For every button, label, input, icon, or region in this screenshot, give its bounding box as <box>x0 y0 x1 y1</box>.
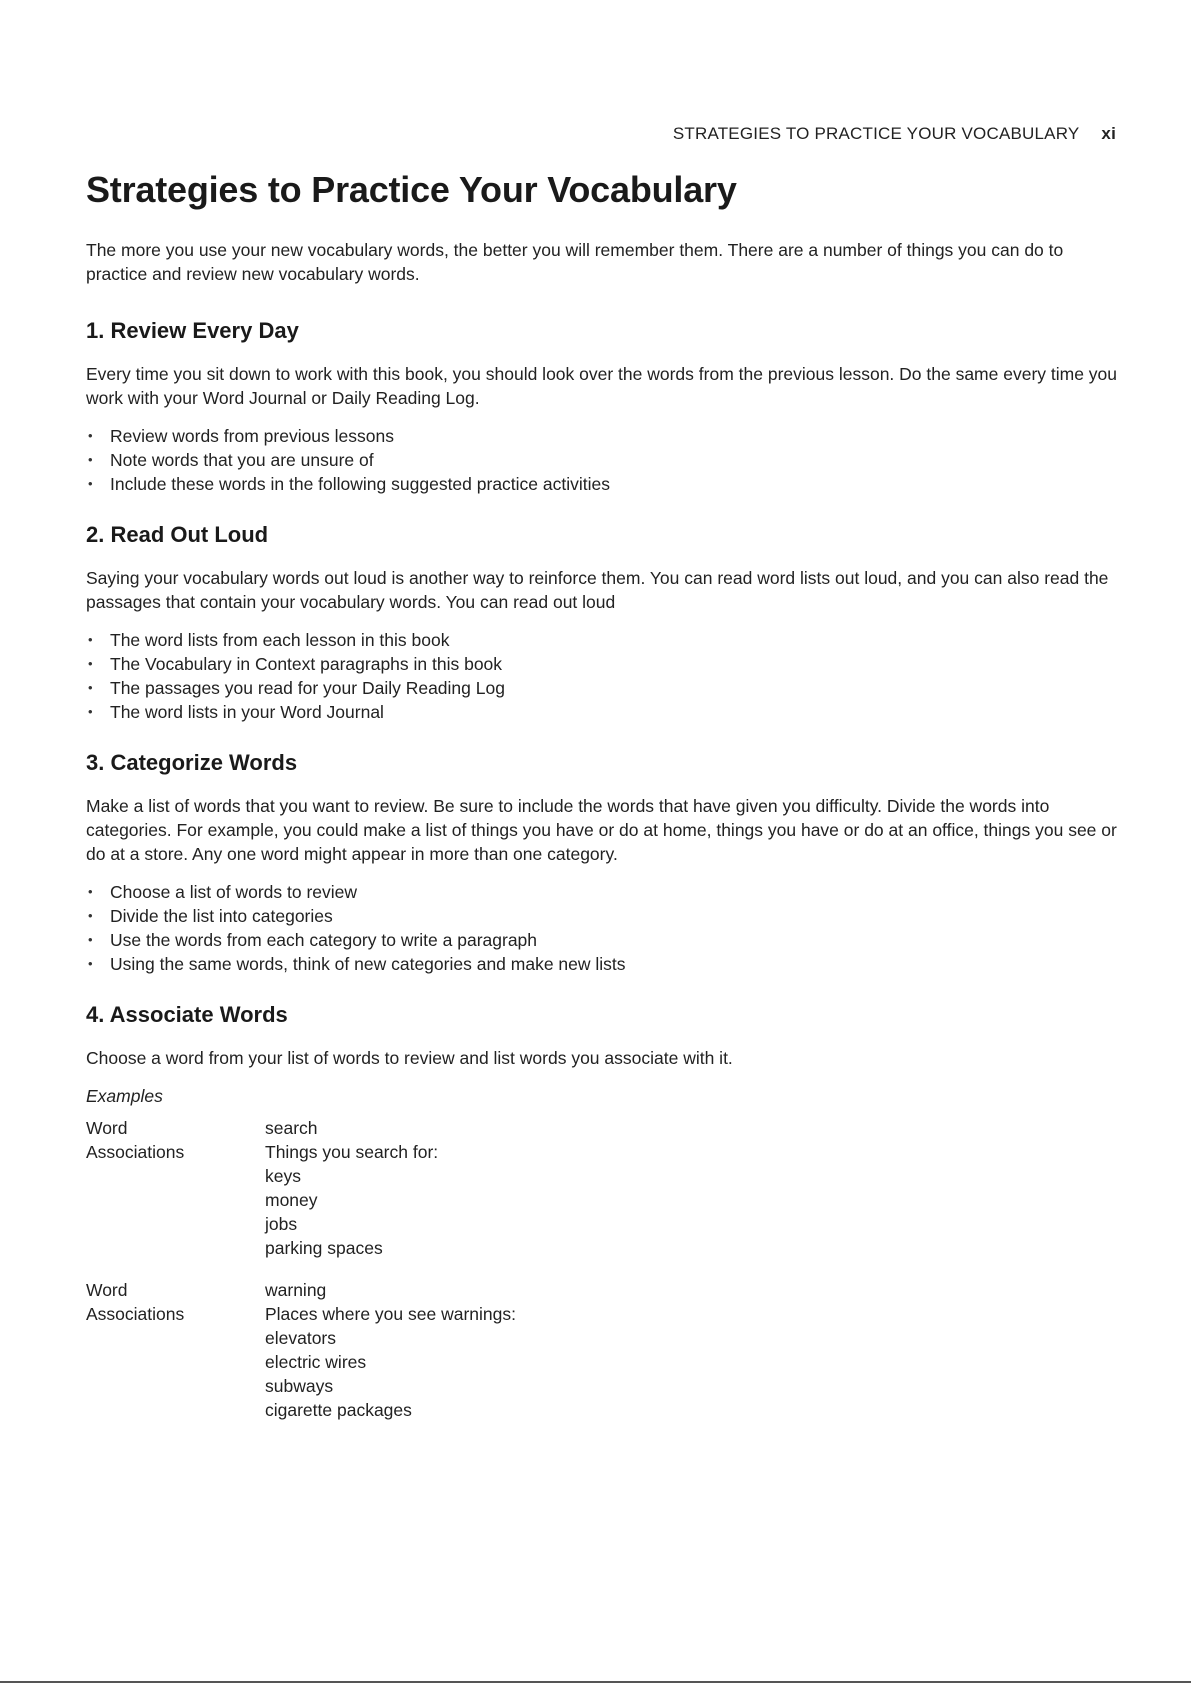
associations-intro: Places where you see warnings: <box>265 1304 516 1324</box>
association-item: subways <box>265 1376 334 1396</box>
association-item: cigarette packages <box>265 1400 412 1420</box>
word-label: Word <box>86 1280 128 1300</box>
examples-label: Examples <box>86 1086 163 1106</box>
association-item: money <box>265 1190 318 1210</box>
bullet-list <box>86 880 1118 976</box>
bullet-list <box>86 424 1118 496</box>
section-paragraph: Every time you sit down to work with this book, you should look over the words from the previous lesson. Do the same every time you work with your Word Journal or Daily Reading Log. <box>86 364 1118 408</box>
list-item: • Use the words from each category to write a paragraph <box>86 928 1118 952</box>
intro-paragraph: The more you use your new vocabulary words, the better you will remember them. There are a number of things you can do to practice and review new vocabulary words. <box>86 240 1064 284</box>
association-item: parking spaces <box>265 1238 383 1258</box>
section-paragraph: Make a list of words that you want to review. Be sure to include the words that have given you difficulty. Divide the words into categories. For example, you could make a list of things you have or do at home, things you have or do at an office, things you see or do at a store. Any one word might appear in more than one category. <box>86 796 1117 864</box>
page-title: Strategies to Practice Your Vocabulary <box>86 169 737 210</box>
section-heading: 2. Read Out Loud <box>86 522 269 547</box>
section-heading: 4. Associate Words <box>86 1002 288 1027</box>
association-item: jobs <box>265 1214 298 1234</box>
section-heading: 3. Categorize Words <box>86 750 298 775</box>
section-heading: 1. Review Every Day <box>86 318 299 343</box>
section-associate-words <box>86 1000 1118 1422</box>
association-item: electric wires <box>265 1352 367 1372</box>
section-read-out-loud <box>86 520 1118 724</box>
section-paragraph: Saying your vocabulary words out loud is another way to reinforce them. You can read word lists out loud, and you can also read the passages that contain your vocabulary words. You can read out loud <box>86 568 1109 612</box>
example-word: warning <box>265 1280 327 1300</box>
list-item: • The word lists from each lesson in this book <box>86 628 1118 652</box>
section-categorize-words <box>86 748 1118 976</box>
section-paragraph: Choose a word from your list of words to review and list words you associate with it. <box>86 1048 733 1068</box>
page-content <box>86 168 1118 1440</box>
associations-intro: Things you search for: <box>265 1142 439 1162</box>
list-item: • Include these words in the following suggested practice activities <box>86 472 1118 496</box>
list-item: • Choose a list of words to review <box>86 880 1118 904</box>
example-block <box>86 1116 1118 1260</box>
running-head <box>673 124 1116 144</box>
association-item: keys <box>265 1166 301 1186</box>
word-label: Word <box>86 1118 128 1138</box>
list-item: • Note words that you are unsure of <box>86 448 1118 472</box>
example-block <box>86 1278 1118 1422</box>
list-item: • Review words from previous lessons <box>86 424 1118 448</box>
list-item: • The Vocabulary in Context paragraphs in this book <box>86 652 1118 676</box>
section-review-every-day <box>86 316 1118 496</box>
list-item: • Using the same words, think of new categories and make new lists <box>86 952 1118 976</box>
bullet-list <box>86 628 1118 724</box>
list-item: • The word lists in your Word Journal <box>86 700 1118 724</box>
example-word: search <box>265 1118 318 1138</box>
associations-label: Associations <box>86 1142 185 1162</box>
running-head-title: STRATEGIES TO PRACTICE YOUR VOCABULARY <box>672 124 1080 143</box>
association-item: elevators <box>265 1328 337 1348</box>
associations-label: Associations <box>86 1304 185 1324</box>
list-item: • The passages you read for your Daily Reading Log <box>86 676 1118 700</box>
list-item: • Divide the list into categories <box>86 904 1118 928</box>
page-number: xi <box>1101 124 1116 143</box>
